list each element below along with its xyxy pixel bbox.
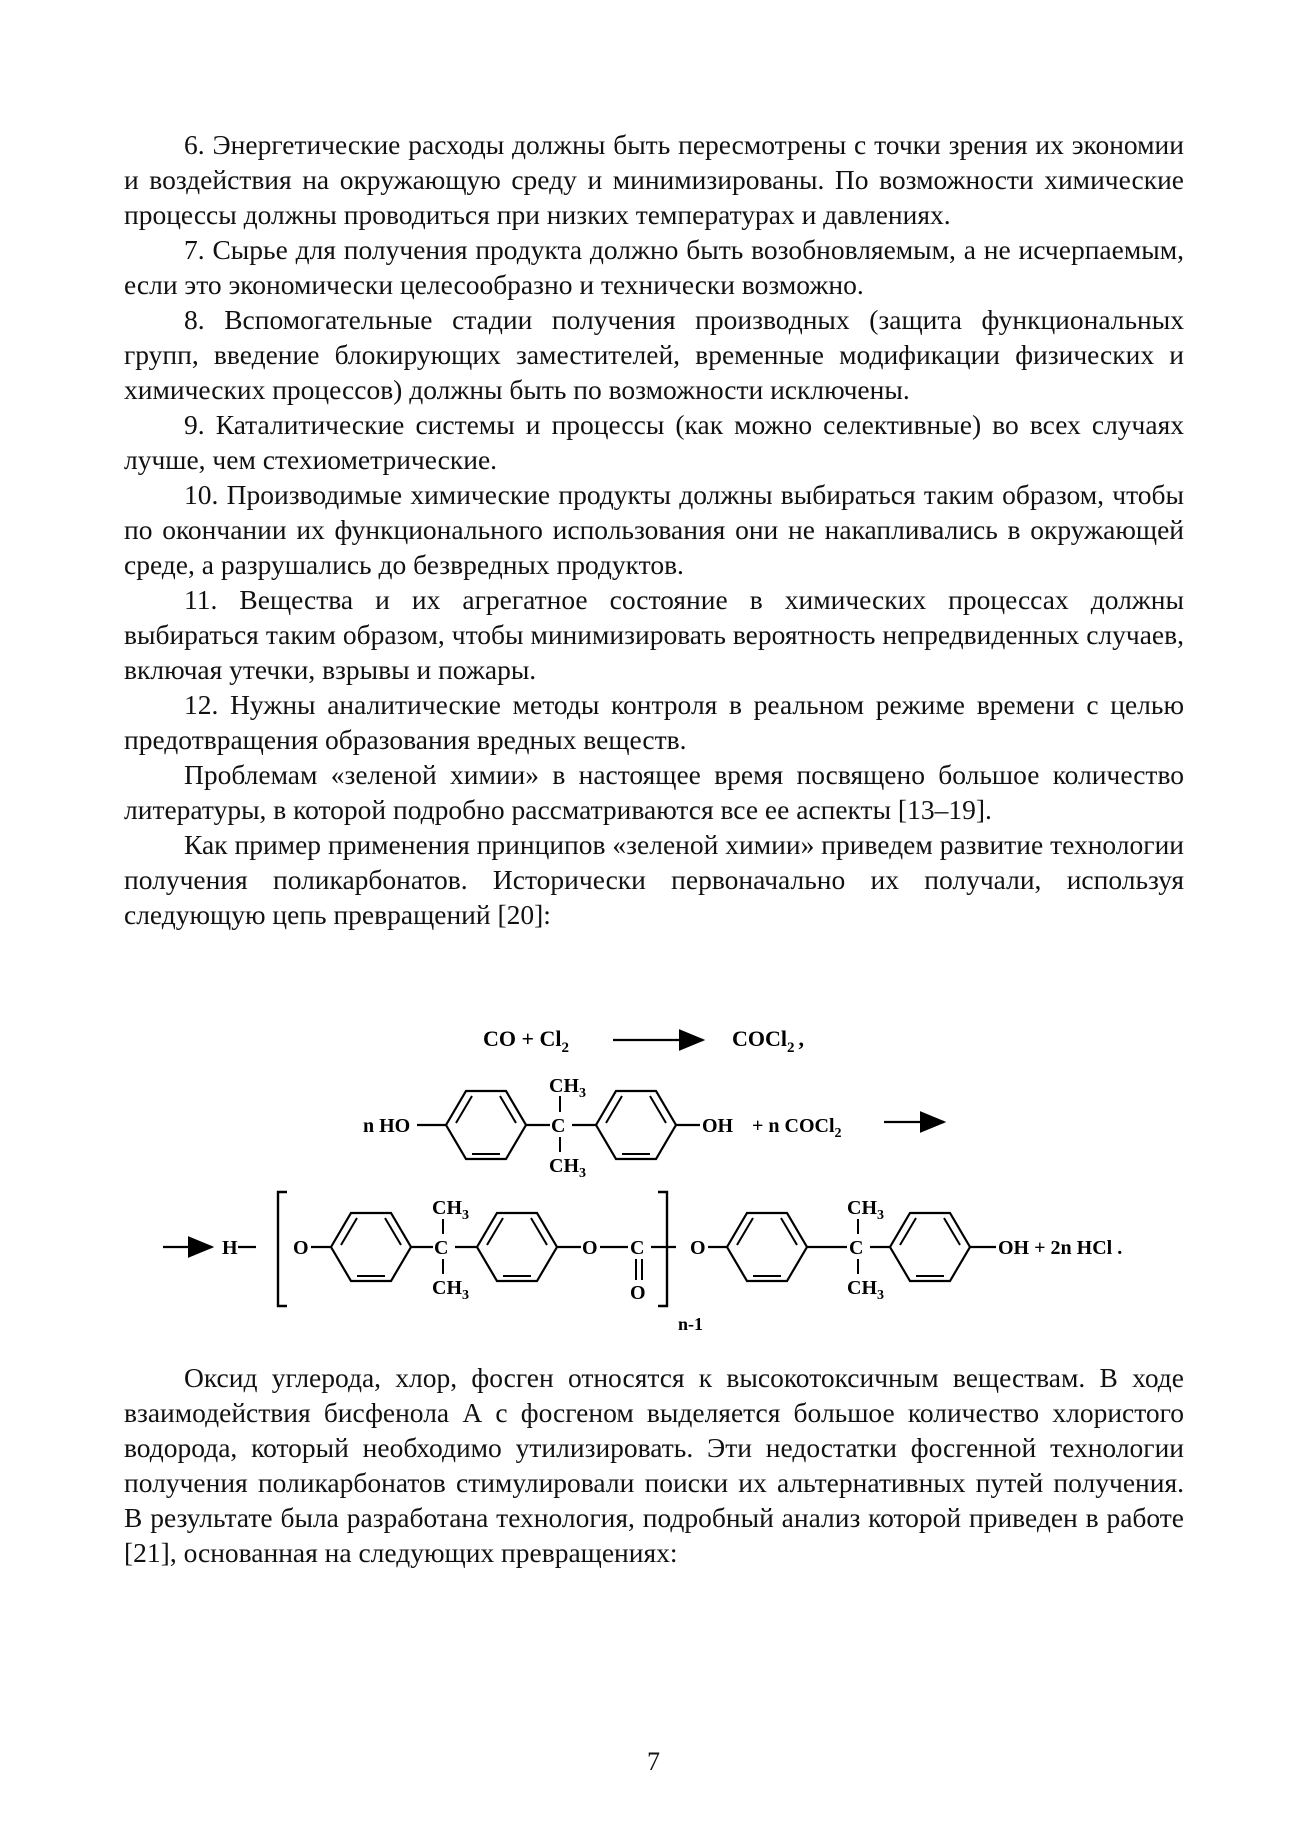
body-text-bottom — [124, 1360, 1184, 1570]
benzene-ring-icon — [331, 1213, 411, 1281]
svg-text:CH3: $CH_3$ — [432, 1197, 469, 1223]
equation-2 — [363, 1075, 944, 1181]
svg-text:C: C — [849, 1237, 864, 1259]
svg-text:C: C — [551, 1115, 566, 1137]
equation-1 — [483, 1026, 804, 1056]
svg-text:+ n COCl2: + n COCl$_2$ — [752, 1115, 842, 1141]
svg-text:OH: OH — [702, 1115, 734, 1137]
paragraph-rule-9: 9. Каталитические системы и процессы (как можно селективные) во всех случаях лучше, чем стехиометрические. — [124, 409, 1184, 475]
svg-text:n-1: n-1 — [678, 1314, 704, 1334]
svg-text:O: O — [630, 1282, 646, 1304]
paragraph-toxicity: Оксид углерода, хлор, фосген относятся к высокотоксичным веществам. В ходе взаимодействия бисфенола А с фосгеном выделяется большое количество хлористого водорода, который необходимо утилизировать. Эти недостатки фосгенной технологии получения поликарбонатов стимулировали поиски их альтернативных путей получения. В результате была разработана технология, подробный анализ которой приведен в работе [21], основанная на следующих превращениях: — [124, 1362, 1184, 1568]
svg-text:O: O — [293, 1237, 309, 1259]
svg-text:COCl2,: COCl$_2$ , — [732, 1026, 804, 1056]
benzene-ring-icon — [890, 1213, 970, 1281]
body-text-top — [124, 127, 1184, 932]
paragraph-rule-10: 10. Производимые химические продукты должны выбираться таким образом, чтобы по окончании их функционального использования они не накапливались в окружающей среде, а разрушались до безвредных продуктов. — [124, 479, 1184, 580]
paragraph-rule-6: 6. Энергетические расходы должны быть пересмотрены с точки зрения их экономии и воздействия на окружающую среду и минимизированы. По возможности химические процессы должны проводиться при низких температурах и давлениях. — [124, 129, 1184, 230]
svg-text:C: C — [630, 1237, 645, 1259]
equation-3 — [163, 1192, 1122, 1334]
svg-text:C: C — [434, 1237, 449, 1259]
benzene-ring-icon — [446, 1091, 526, 1159]
left-bracket — [278, 1192, 287, 1306]
paragraph-rule-7: 7. Сырье для получения продукта должно быть возобновляемым, а не исчерпаемым, если это экономически целесообразно и технически возможно. — [124, 234, 1184, 300]
right-bracket — [658, 1192, 667, 1306]
svg-text:OH + 2n HCl .: OH + 2n HCl . — [998, 1237, 1123, 1259]
svg-text:n HO: n HO — [363, 1115, 411, 1137]
svg-text:CO + Cl2: CO + $Cl_2$ — [483, 1026, 570, 1056]
svg-text:CH3: $CH_3$ — [549, 1075, 586, 1101]
paragraph-rule-12: 12. Нужны аналитические методы контроля в реальном режиме времени с целью предотвращения образования вредных веществ. — [124, 689, 1184, 755]
benzene-ring-icon — [596, 1091, 676, 1159]
svg-text:CH3: $CH_3$ — [549, 1155, 586, 1181]
svg-text:CH3: $CH_3$ — [847, 1277, 884, 1303]
paragraph-rule-8: 8. Вспомогательные стадии получения производных (защита функциональных групп, введение блокирующих заместителей, временные модификации физических и химических процессов) должны быть по возможности исключены. — [124, 304, 1184, 405]
svg-text:O: O — [582, 1237, 598, 1259]
svg-text:H: H — [222, 1237, 238, 1259]
paragraph-rule-11: 11. Вещества и их агрегатное состояние в химических процессах должны выбираться таким образом, чтобы минимизировать вероятность непредвиденных случаев, включая утечки, взрывы и пожары. — [124, 584, 1184, 685]
page-number: 7 — [647, 1747, 660, 1776]
paragraph-polycarbonates: Как пример применения принципов «зеленой химии» приведем развитие технологии получения поликарбонатов. Исторически первоначально их получали, используя следующую цепь превращений [20]: — [124, 829, 1184, 930]
paragraph-green-chemistry: Проблемам «зеленой химии» в настоящее время посвящено большое количество литературы, в которой подробно рассматриваются все ее аспекты [13–19]. — [124, 759, 1184, 825]
reaction-scheme — [0, 1000, 1307, 1340]
benzene-ring-icon — [727, 1213, 807, 1281]
svg-text:CH3: $CH_3$ — [432, 1277, 469, 1303]
svg-text:CH3: $CH_3$ — [847, 1197, 884, 1223]
benzene-ring-icon — [477, 1213, 557, 1281]
svg-text:O: O — [690, 1237, 706, 1259]
